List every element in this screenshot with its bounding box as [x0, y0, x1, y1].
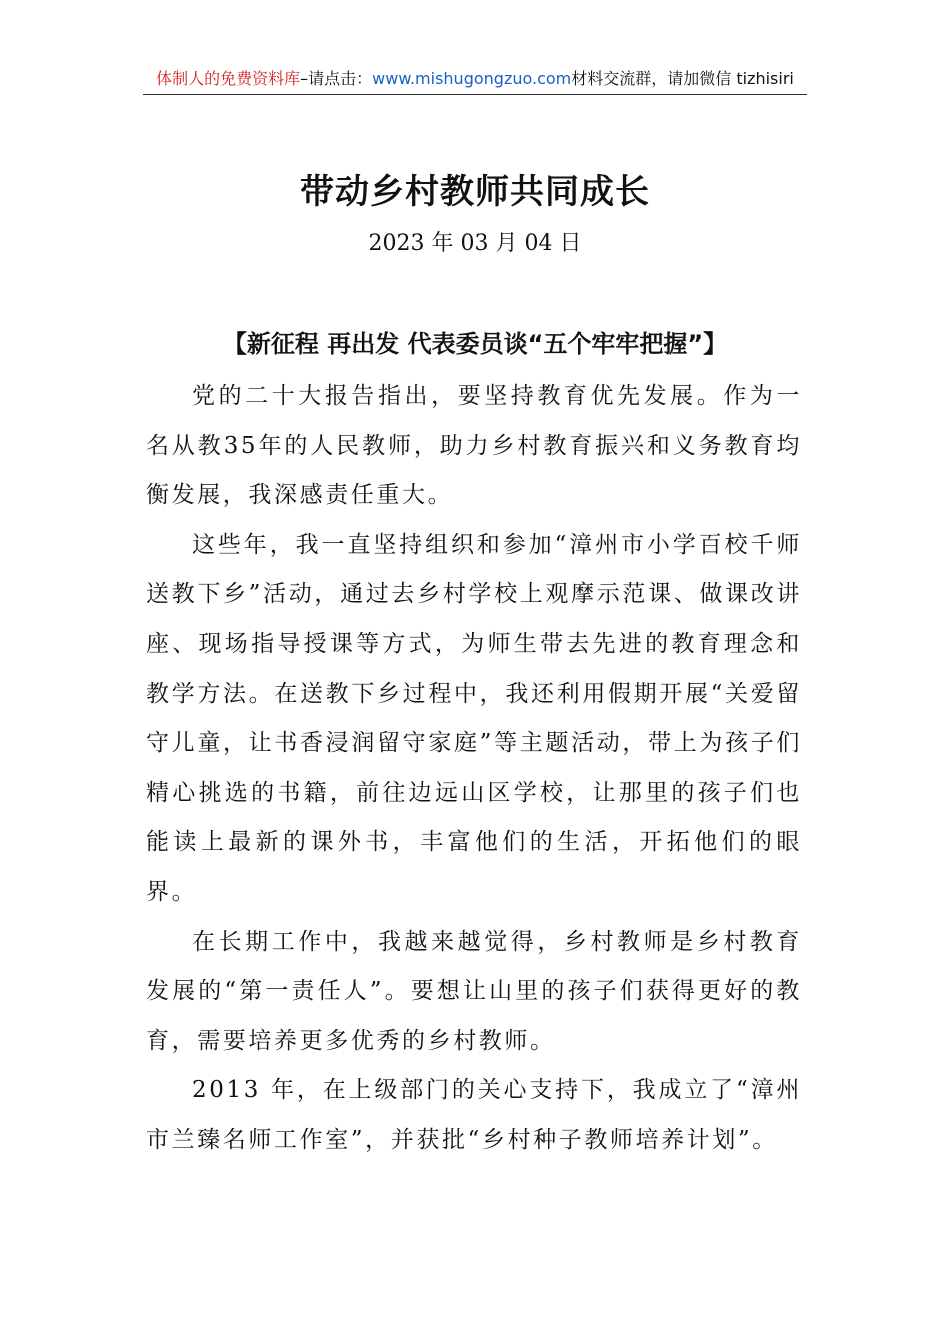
article-subtitle: 【新征程 再出发 代表委员谈“五个牢牢把握”】 — [222, 330, 728, 358]
article-date: 2023 年 03 月 04 日 — [368, 231, 582, 256]
body-paragraph: 这些年，我一直坚持组织和参加“漳州市小学百校千师送教下乡”活动，通过去乡村学校上观摩示范课、做课改讲座、现场指导授课等方式，为师生带去先进的教育理念和教学方法。在送教下乡过程中，我还利用假期开展“关爱留守儿童，让书香浸润留守家庭”等主题活动，带上为孩子们精心挑选的书籍，前往边远山区学校，让那里的孩子们也能读上最新的课外书，丰富他们的生活，开拓他们的眼界。 — [146, 531, 802, 905]
header-prompt: –请点击： — [300, 69, 373, 88]
header-url-link[interactable]: www.mishugongzuo.com — [372, 69, 572, 88]
article-title: 带动乡村教师共同成长 — [300, 172, 650, 212]
header-brand: 体制人的免费资料库 — [156, 69, 301, 88]
body-paragraph: 在长期工作中，我越来越觉得，乡村教师是乡村教育发展的“第一责任人”。要想让山里的孩子们获得更好的教育，需要培养更多优秀的乡村教师。 — [146, 928, 802, 1054]
article-body — [146, 372, 802, 1166]
page-header — [143, 66, 807, 95]
body-paragraph: 党的二十大报告指出，要坚持教育优先发展。作为一名从教35年的人民教师，助力乡村教育振兴和义务教育均衡发展，我深感责任重大。 — [146, 383, 802, 509]
header-note: 材料交流群，请加微信 tizhisiri — [571, 69, 794, 88]
body-paragraph: 2013 年，在上级部门的关心支持下，我成立了“漳州市兰臻名师工作室”，并获批“乡村种子教师培养计划”。 — [146, 1077, 802, 1153]
